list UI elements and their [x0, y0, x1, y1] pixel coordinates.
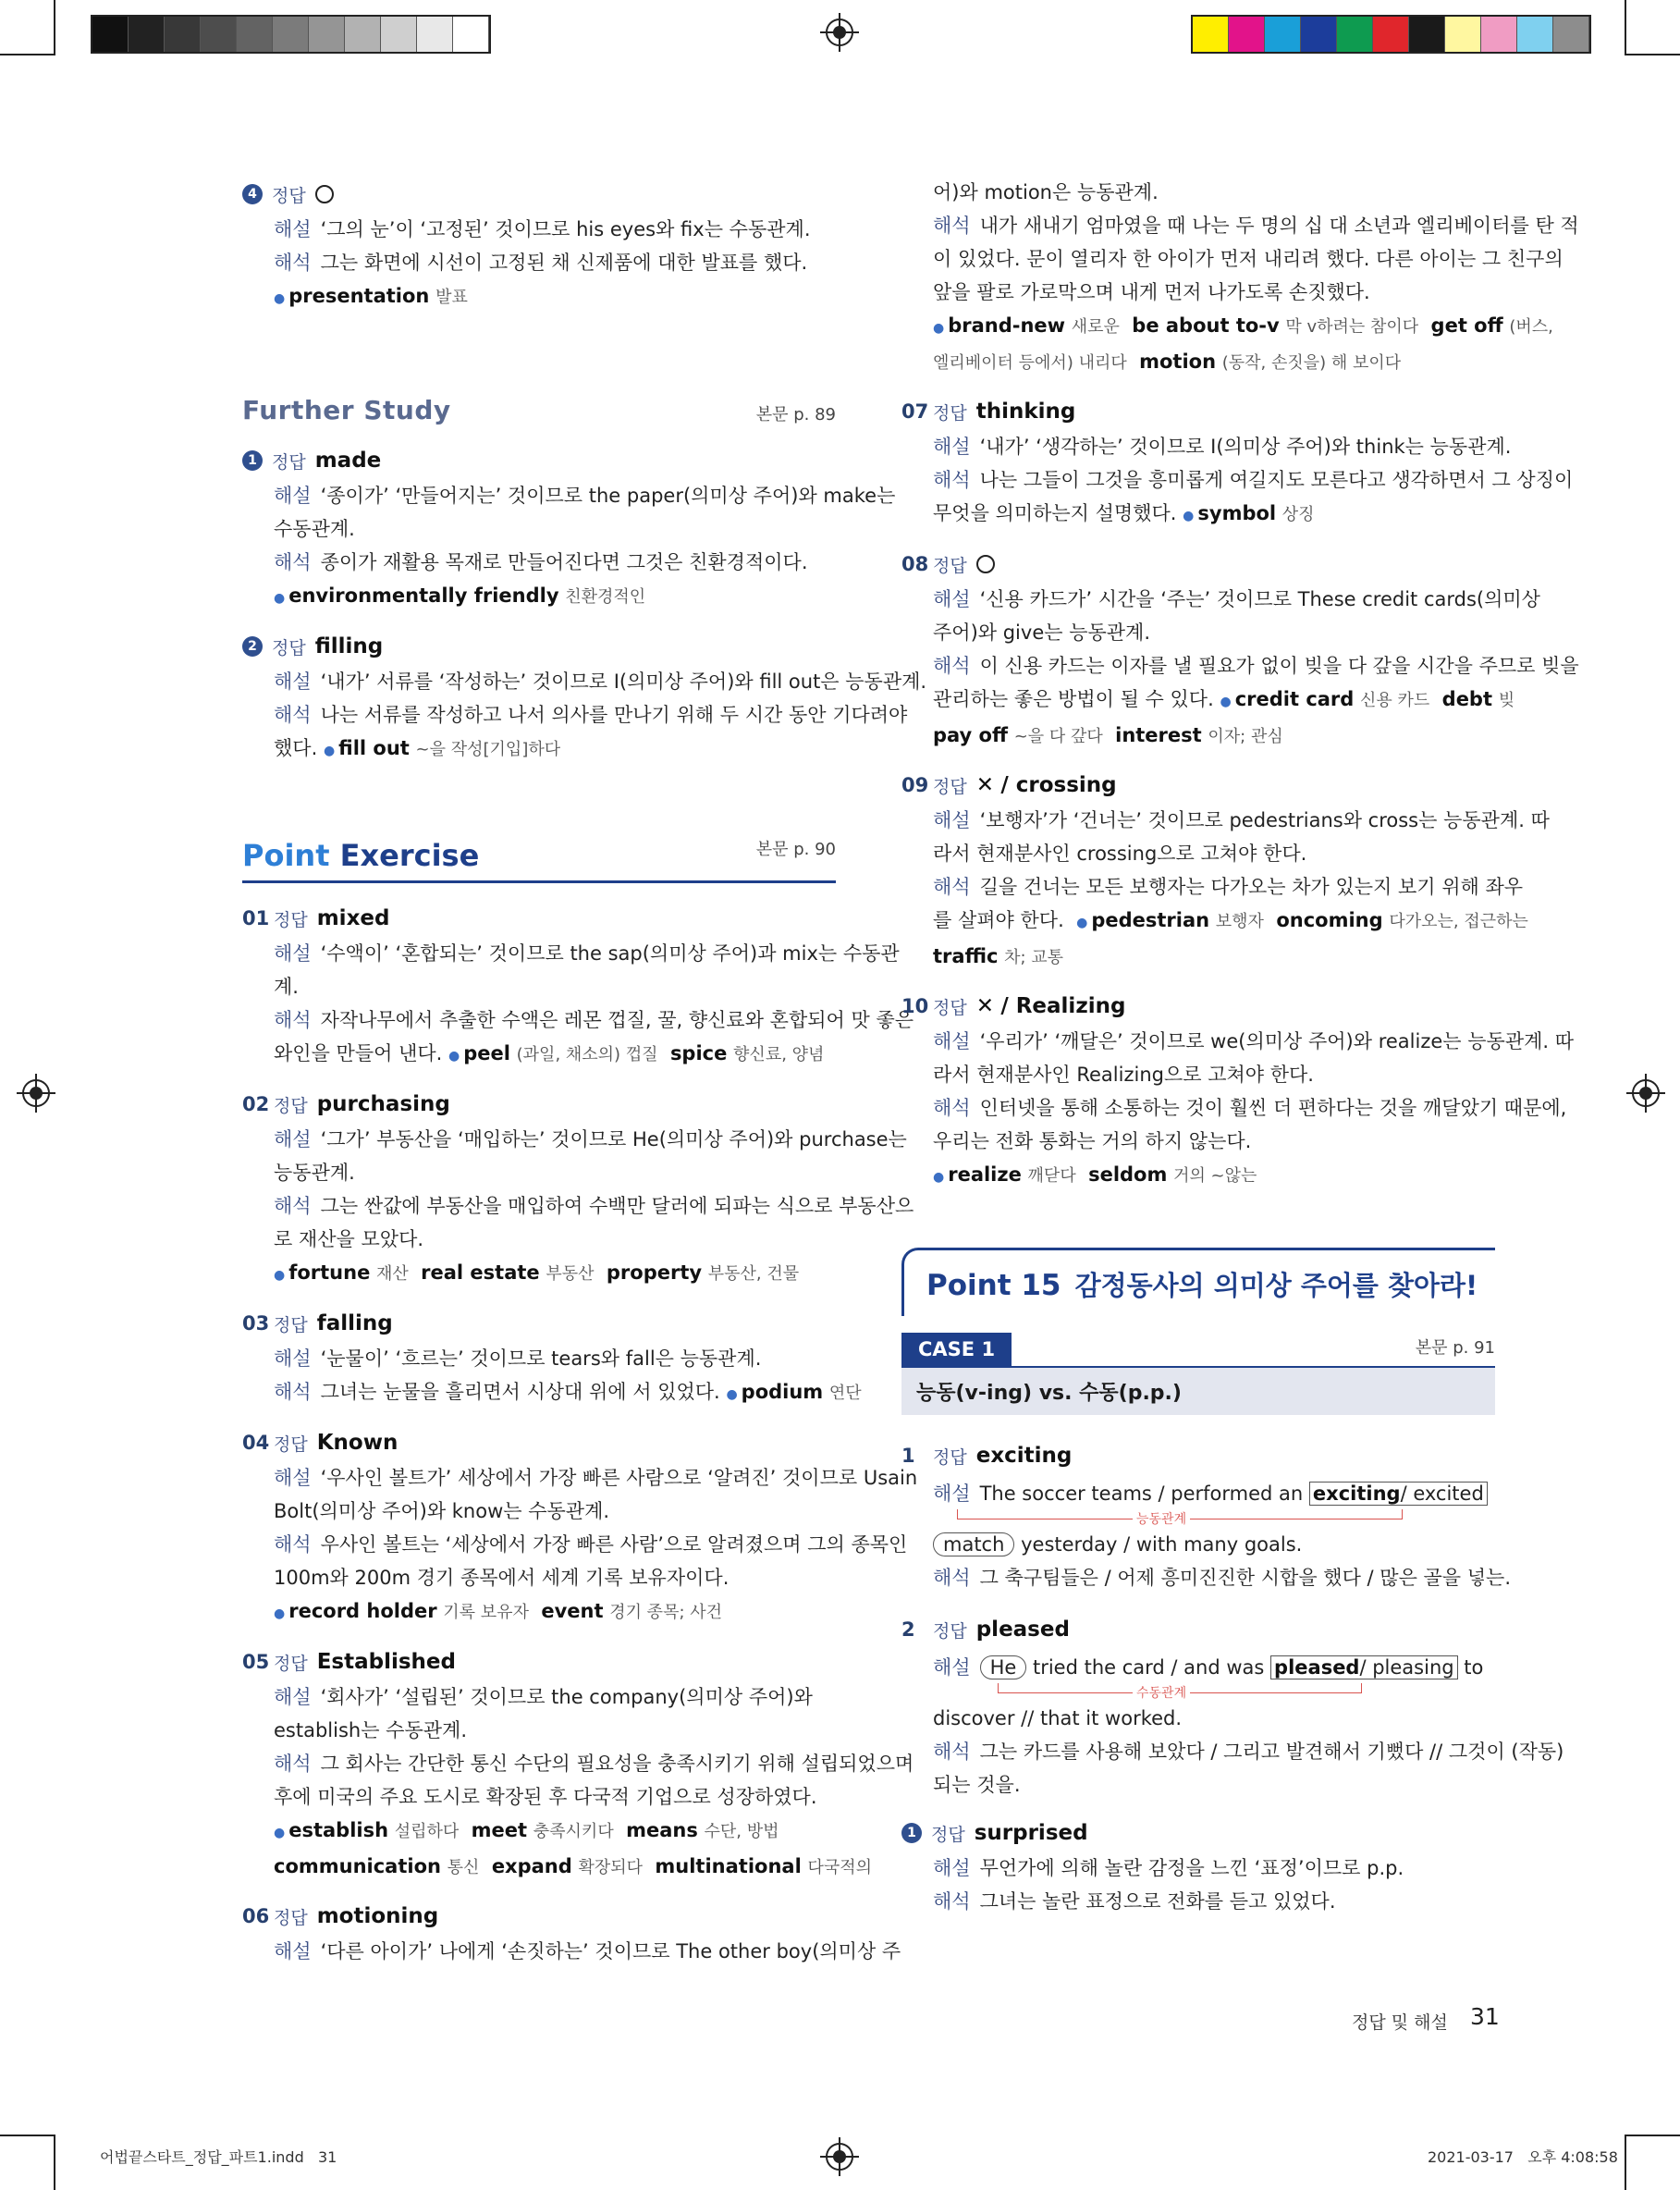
vocab-word: means: [626, 1819, 698, 1841]
color-swatch: [1265, 17, 1301, 52]
further-study-header: [242, 395, 836, 425]
bullet-icon: ●: [274, 1826, 286, 1840]
explain-text: 계.: [274, 976, 299, 998]
explain-text: ‘우리가’ ‘깨달은’ 것이므로 we(의미상 주어)와 realize는 능동관계. 따: [979, 1030, 1575, 1052]
vocab-meaning: 확장되다: [578, 1858, 644, 1877]
translate-text: 이 신용 카드는 이자를 낼 필요가 없이 빚을 다 갚을 시간을 주므로 빚을: [979, 655, 1579, 677]
answer-label: 정답: [274, 1907, 308, 1928]
explain-text: ‘회사가’ ‘설립된’ 것이므로 the company(의미상 주어)와: [320, 1686, 813, 1708]
translate-text: 100m와 200m 경기 종목에서 세계 기록 보유자이다.: [274, 1567, 730, 1589]
bullet-icon: ●: [274, 1606, 286, 1621]
explain-label: 해설: [933, 588, 971, 610]
translate-text: 했다.: [274, 737, 318, 759]
explain-text: ‘신용 카드가’ 시간을 ‘주는’ 것이므로 These credit cards(의미상: [979, 588, 1540, 610]
vocab-meaning: 거의 ~않는: [1173, 1166, 1257, 1186]
noun-word: He: [980, 1655, 1027, 1679]
answer-item: [901, 1815, 1495, 1918]
vocab-meaning: 신용 카드: [1360, 691, 1430, 710]
right-column: [901, 176, 1579, 1918]
section-title: Further Study: [242, 395, 451, 425]
answer-label: 정답: [272, 637, 306, 658]
vocab-meaning: 통신: [447, 1858, 480, 1877]
color-swatch: [453, 17, 489, 52]
answer-item-continued: [901, 176, 1579, 380]
example-item: [901, 1437, 1512, 1594]
crop-mark: [1625, 2135, 1626, 2190]
translate-label: 해석: [274, 252, 312, 274]
vocab-word: fill out: [338, 737, 410, 759]
answer-value: exciting: [975, 1444, 1073, 1468]
translate-label: 해석: [933, 1567, 971, 1589]
explain-label: 해설: [933, 1030, 971, 1052]
answer-value: made: [314, 449, 382, 473]
crop-mark: [0, 2135, 55, 2136]
answer-value: pleased: [975, 1618, 1070, 1642]
vocab-word: get off: [1430, 314, 1503, 337]
bullet-icon: ●: [274, 1268, 286, 1283]
bullet-icon: ●: [274, 591, 286, 606]
bullet-icon: ●: [323, 744, 336, 758]
translate-text: 관리하는 좋은 방법이 될 수 있다.: [933, 688, 1214, 710]
item-number: 1: [901, 1445, 915, 1467]
color-swatch: [129, 17, 165, 52]
section-title-a: Point: [242, 838, 330, 873]
answer-value: / crossing: [1000, 773, 1117, 797]
explain-label: 해설: [274, 218, 312, 240]
crop-mark: [1625, 2135, 1680, 2136]
vocab-meaning: 이자; 관심: [1208, 727, 1283, 746]
answer-label: 정답: [931, 1824, 965, 1845]
circle-mark-icon: [976, 555, 995, 573]
explain-text: Bolt(의미상 주어)와 know는 수동관계.: [274, 1500, 610, 1522]
vocab-meaning: 상징: [1281, 505, 1315, 524]
noun-word: match: [933, 1532, 1014, 1556]
translate-label: 해석: [933, 1741, 971, 1763]
vocab-word: expand: [491, 1855, 572, 1877]
vocab-word: symbol: [1197, 502, 1277, 524]
answer-value: mixed: [316, 906, 390, 930]
explain-label: 해설: [274, 1128, 312, 1150]
vocab-word: multinational: [655, 1855, 802, 1877]
translate-text: 종이가 재활용 목재로 만들어진다면 그것은 친환경적이다.: [320, 551, 808, 573]
answer-value: motioning: [316, 1904, 439, 1928]
registration-mark-icon: [22, 1079, 50, 1107]
explain-text: 어)와 motion은 능동관계.: [933, 181, 1159, 203]
item-number: 01: [242, 907, 270, 929]
translate-text: 와인을 만들어 낸다.: [274, 1042, 443, 1064]
footer-filename: 어법끝스타트_정답_파트1.indd 31: [100, 2148, 337, 2166]
translate-label: 해석: [933, 876, 971, 898]
item-number: 02: [242, 1093, 270, 1115]
page-ref: 본문 p. 90: [755, 840, 836, 859]
explain-text: 수동관계.: [274, 518, 355, 540]
color-swatch: [1337, 17, 1373, 52]
item-number: 04: [242, 1432, 270, 1454]
point15-header: [901, 1248, 1495, 1316]
vocab-meaning: 엘리베이터 등에서) 내리다: [933, 353, 1127, 373]
vocab-meaning: 기록 보유자: [443, 1603, 529, 1622]
vocab-word: establish: [288, 1819, 389, 1841]
vocab-meaning: 수단, 방법: [704, 1822, 779, 1841]
vocab-meaning: 차; 교통: [1004, 948, 1064, 967]
item-number: 10: [901, 995, 929, 1017]
translate-label: 해석: [933, 215, 971, 237]
vocab-meaning: 다국적의: [807, 1858, 873, 1877]
answer-value: Known: [316, 1431, 399, 1455]
translate-text: 그 축구팀들은 / 어제 흥미진진한 시합을 했다 / 많은 골을 넣는.: [979, 1567, 1512, 1589]
color-swatch: [1229, 17, 1265, 52]
answer-label: 정답: [933, 997, 967, 1018]
explain-text: 주어)와 give는 능동관계.: [933, 621, 1151, 644]
explain-text: ‘그가’ 부동산을 ‘매입하는’ 것이므로 He(의미상 주어)와 purchase는: [320, 1128, 907, 1150]
vocab-meaning: 보행자: [1215, 912, 1264, 931]
vocab-meaning: 향신료, 양념: [733, 1045, 825, 1064]
vocab-word: pedestrian: [1091, 909, 1210, 931]
color-swatch: [1553, 17, 1589, 52]
bullet-icon: ●: [1220, 695, 1232, 709]
answer-label: 정답: [933, 776, 967, 797]
color-swatch: [1373, 17, 1409, 52]
vocab-meaning: 친환경적인: [565, 587, 646, 607]
explain-label: 해설: [933, 1656, 971, 1679]
translate-text: 그는 화면에 시선이 고정된 채 신제품에 대한 발표를 했다.: [320, 252, 808, 274]
item-number: 4: [242, 184, 263, 204]
vocab-word: communication: [274, 1855, 441, 1877]
sentence-text: yesterday / with many goals.: [1021, 1533, 1303, 1556]
answer-value: Established: [316, 1650, 456, 1674]
explain-text: 무언가에 의해 놀란 감정을 느낀 ‘표정’이므로 p.p.: [979, 1857, 1404, 1879]
answer-value: falling: [316, 1311, 393, 1335]
color-swatch: [1301, 17, 1337, 52]
vocab-word: presentation: [288, 285, 430, 307]
vocab-word: realize: [948, 1163, 1022, 1186]
relation-bracket: [901, 1513, 1495, 1528]
item-number: 03: [242, 1312, 270, 1335]
translate-label: 해석: [274, 1381, 312, 1403]
answer-label: 정답: [274, 1433, 308, 1455]
color-swatch: [1193, 17, 1229, 52]
vocab-meaning: 충족시키다: [533, 1822, 614, 1841]
answer-label: 정답: [274, 1653, 308, 1674]
explain-text: ‘수액이’ ‘혼합되는’ 것이므로 the sap(의미상 주어)과 mix는 수동관: [320, 942, 900, 965]
translate-text: 자작나무에서 추출한 수액은 레몬 껍질, 꿀, 향신료와 혼합되어 맛 좋은: [320, 1009, 914, 1031]
vocab-meaning: ~을 다 갚다: [1013, 727, 1103, 746]
translate-label: 해석: [274, 1009, 312, 1031]
answer-item: [242, 1898, 901, 1968]
item-number: 07: [901, 400, 929, 423]
sentence-text: The soccer teams / performed an: [979, 1483, 1304, 1505]
bullet-icon: ●: [726, 1387, 738, 1402]
explain-label: 해설: [274, 1467, 312, 1489]
crop-mark: [1625, 54, 1680, 55]
translate-label: 해석: [933, 1097, 971, 1119]
color-swatch: [1445, 17, 1481, 52]
explain-text: ‘우사인 볼트가’ 세상에서 가장 빠른 사람으로 ‘알려진’ 것이므로 Usain: [320, 1467, 918, 1489]
translate-text: 앞을 팔로 가로막으며 내게 먼저 나가도록 손짓했다.: [933, 281, 1370, 303]
answer-item: [242, 1305, 862, 1411]
bullet-icon: ●: [1183, 509, 1195, 523]
vocab-meaning: 새로운: [1071, 317, 1120, 337]
answer-item: [242, 628, 927, 768]
translate-text: 후에 미국의 주요 도시로 확장된 후 다국적 기업으로 성장하였다.: [274, 1786, 817, 1808]
item-number: 1: [901, 1823, 922, 1843]
sentence-text: discover // that it worked.: [933, 1707, 1183, 1729]
item-number: 06: [242, 1905, 270, 1927]
answer-label: 정답: [274, 1095, 308, 1116]
vocab-word: fortune: [288, 1261, 371, 1284]
translate-text: 내가 새내기 엄마였을 때 나는 두 명의 십 대 소년과 엘리베이터를 탄 적: [979, 215, 1579, 237]
answer-item: [242, 1086, 914, 1292]
translate-text: 를 살펴야 한다.: [933, 909, 1064, 931]
registration-mark-icon: [1632, 1079, 1660, 1107]
crop-mark: [1625, 0, 1626, 55]
vocab-word: meet: [471, 1819, 528, 1841]
relation-label: 수동관계: [1133, 1683, 1190, 1702]
explain-text: 라서 현재분사인 crossing으로 고쳐야 한다.: [933, 843, 1307, 865]
translate-label: 해석: [933, 469, 971, 491]
explain-text: ‘내가’ ‘생각하는’ 것이므로 I(의미상 주어)와 think는 능동관계.: [979, 436, 1512, 458]
explain-label: 해설: [933, 1857, 971, 1879]
translate-label: 해석: [933, 1890, 971, 1913]
answer-label: 정답: [274, 1314, 308, 1335]
explain-label: 해설: [274, 942, 312, 965]
explain-label: 해설: [274, 485, 312, 507]
footer-timestamp: 2021-03-17 오후 4:08:58: [1428, 2148, 1618, 2166]
bullet-icon: ●: [274, 291, 286, 306]
answer-item: [242, 1424, 918, 1630]
explain-label: 해설: [274, 671, 312, 693]
wrong-choice: / pleasing: [1359, 1656, 1454, 1679]
sentence-text: to: [1464, 1656, 1484, 1679]
bullet-icon: ●: [448, 1049, 460, 1064]
case-subtitle: 능동(v-ing) vs. 수동(p.p.): [901, 1366, 1495, 1415]
vocab-word: podium: [741, 1381, 824, 1403]
color-swatch: [417, 17, 453, 52]
translate-text: 그녀는 놀란 표정으로 전화를 듣고 있었다.: [979, 1890, 1336, 1913]
translate-text: 그녀는 눈물을 흘리면서 시상대 위에 서 있었다.: [320, 1381, 720, 1403]
vocab-word: traffic: [933, 945, 999, 967]
translate-text: 우리는 전화 통화는 거의 하지 않는다.: [933, 1130, 1252, 1152]
point-exercise-header: [242, 836, 836, 883]
translate-label: 해석: [274, 551, 312, 573]
color-swatch: [1517, 17, 1553, 52]
item-number: 09: [901, 774, 929, 796]
answer-item: [242, 176, 836, 315]
vocab-word: brand-new: [948, 314, 1066, 337]
answer-value: filling: [314, 634, 384, 658]
case-header: [901, 1333, 1495, 1366]
vocab-word: interest: [1115, 724, 1202, 746]
vocab-word: peel: [463, 1042, 510, 1064]
circle-mark-icon: [315, 185, 334, 203]
explain-text: ‘그의 눈’이 ‘고정된’ 것이므로 his eyes와 fix는 수동관계.: [320, 218, 811, 240]
vocab-word: motion: [1139, 351, 1217, 373]
item-number: 05: [242, 1651, 270, 1673]
explain-text: 능동관계.: [274, 1162, 355, 1184]
vocab-word: pay off: [933, 724, 1008, 746]
answer-item: [242, 1643, 914, 1885]
explain-label: 해설: [933, 436, 971, 458]
color-swatch: [381, 17, 417, 52]
vocab-word: be about to-v: [1132, 314, 1280, 337]
page-ref: 본문 p. 91: [1415, 1338, 1495, 1358]
translate-label: 해석: [933, 655, 971, 677]
answer-item: [242, 900, 914, 1073]
correct-choice: exciting: [1312, 1483, 1401, 1505]
translate-text: 나는 서류를 작성하고 나서 의사를 만나기 위해 두 시간 동안 기다려야: [320, 704, 908, 726]
answer-item: [901, 546, 1579, 754]
explain-text: establish는 수동관계.: [274, 1719, 467, 1741]
translate-text: 그는 카드를 사용해 보았다 / 그리고 발견해서 기뻤다 // 그것이 (작동): [979, 1741, 1564, 1763]
color-swatch: [165, 17, 201, 52]
answer-item: [901, 988, 1575, 1194]
relation-bracket: [901, 1687, 1495, 1702]
section-title-b: Exercise: [339, 838, 480, 873]
example-item: [901, 1611, 1564, 1802]
answer-value: / Realizing: [1000, 994, 1126, 1018]
translate-text: 되는 것을.: [933, 1774, 1021, 1796]
answer-label: 정답: [933, 402, 967, 424]
answer-label: 정답: [933, 1446, 967, 1468]
color-swatch: [309, 17, 345, 52]
answer-label: 정답: [933, 1620, 967, 1642]
translate-label: 해석: [274, 1753, 312, 1775]
translate-text: 인터넷을 통해 소통하는 것이 훨씬 더 편하다는 것을 깨달았기 때문에,: [979, 1097, 1567, 1119]
color-swatch: [345, 17, 381, 52]
gray-swatch-bar: [91, 15, 491, 54]
explain-text: ‘보행자’가 ‘건너는’ 것이므로 pedestrians와 cross는 능동관계. 따: [979, 809, 1550, 831]
vocab-meaning: 부동산: [546, 1264, 595, 1284]
color-swatch: [1481, 17, 1517, 52]
vocab-word: property: [606, 1261, 703, 1284]
section-title: [242, 838, 479, 873]
registration-mark-icon: [826, 18, 853, 46]
crop-mark: [0, 54, 55, 55]
vocab-word: event: [541, 1600, 604, 1622]
registration-mark-icon: [826, 2143, 853, 2171]
color-swatch-bar: [1191, 15, 1591, 54]
color-swatch: [273, 17, 309, 52]
x-mark-icon: ✕: [975, 994, 994, 1018]
translate-label: 해석: [274, 1195, 312, 1217]
vocab-meaning: 발표: [435, 288, 468, 307]
translate-text: 무엇을 의미하는지 설명했다.: [933, 502, 1177, 524]
translate-label: 해석: [274, 704, 312, 726]
vocab-meaning: 부동산, 건물: [707, 1264, 800, 1284]
bullet-icon: ●: [933, 321, 945, 336]
page-ref: 본문 p. 89: [755, 405, 836, 424]
bullet-icon: ●: [933, 1170, 945, 1185]
explain-label: 해설: [274, 1347, 312, 1370]
answer-label: 정답: [272, 451, 306, 473]
vocab-meaning: 빚: [1498, 691, 1515, 710]
color-swatch: [237, 17, 273, 52]
translate-text: 이 있었다. 문이 열리자 한 아이가 먼저 내리려 했다. 다른 아이는 그 친구의: [933, 248, 1564, 270]
vocab-word: oncoming: [1276, 909, 1383, 931]
item-number: 2: [242, 636, 263, 657]
color-swatch: [201, 17, 237, 52]
vocab-meaning: 막 v하려는 참이다: [1285, 317, 1419, 337]
answer-label: 정답: [933, 555, 967, 576]
case-badge: CASE 1: [901, 1333, 1012, 1366]
item-number: 08: [901, 553, 929, 575]
crop-mark: [54, 0, 55, 55]
explain-label: 해설: [933, 809, 971, 831]
answer-value: thinking: [975, 400, 1076, 424]
vocab-meaning: ~을 작성[기입]하다: [415, 740, 561, 759]
vocab-word: spice: [669, 1042, 728, 1064]
explain-label: 해설: [274, 1940, 312, 1962]
color-swatch: [92, 17, 129, 52]
vocab-meaning: 재산: [376, 1264, 409, 1284]
explain-text: ‘눈물이’ ‘흐르는’ 것이므로 tears와 fall은 능동관계.: [320, 1347, 762, 1370]
footer-label: 정답 및 해설: [1352, 2012, 1448, 2033]
translate-text: 그 회사는 간단한 통신 수단의 필요성을 충족시키기 위해 설립되었으며: [320, 1753, 914, 1775]
answer-label: 정답: [272, 185, 306, 206]
vocab-meaning: (버스,: [1509, 317, 1553, 337]
relation-label: 능동관계: [1133, 1509, 1190, 1528]
item-number: 1: [242, 450, 263, 471]
vocab-meaning: 경기 종목; 사건: [609, 1603, 723, 1622]
vocab-meaning: 다가오는, 접근하는: [1389, 912, 1528, 931]
vocab-word: record holder: [288, 1600, 437, 1622]
wrong-choice: / excited: [1400, 1483, 1484, 1505]
color-swatch: [1409, 17, 1445, 52]
vocab-word: credit card: [1234, 688, 1355, 710]
sentence-text: tried the card / and was: [1032, 1656, 1265, 1679]
correct-choice: pleased: [1274, 1656, 1360, 1679]
explain-text: ‘내가’ 서류를 ‘작성하는’ 것이므로 I(의미상 주어)와 fill out은 능동관계.: [320, 671, 927, 693]
vocab-meaning: 설립하다: [394, 1822, 460, 1841]
crop-mark: [54, 2135, 55, 2190]
answer-item: [901, 393, 1574, 533]
vocab-meaning: 연단: [828, 1384, 862, 1403]
vocab-word: debt: [1441, 688, 1493, 710]
vocab-meaning: (과일, 채소의) 껍질: [516, 1045, 658, 1064]
translate-text: 나는 그들이 그것을 흥미롭게 여길지도 모른다고 생각하면서 그 상징이: [979, 469, 1574, 491]
answer-label: 정답: [274, 909, 308, 930]
vocab-word: seldom: [1088, 1163, 1168, 1186]
translate-text: 그는 싼값에 부동산을 매입하여 수백만 달러에 되파는 식으로 부동산으: [320, 1195, 914, 1217]
section-title-a: Point 15: [926, 1269, 1061, 1302]
translate-text: 길을 건너는 모든 보행자는 다가오는 차가 있는지 보기 위해 좌우: [979, 876, 1524, 898]
bullet-icon: ●: [1076, 916, 1088, 930]
item-number: 2: [901, 1618, 915, 1641]
answer-value: surprised: [974, 1821, 1088, 1845]
translate-text: 로 재산을 모았다.: [274, 1228, 424, 1250]
translate-text: 우사인 볼트는 ‘세상에서 가장 빠른 사람’으로 알려졌으며 그의 종목인: [320, 1533, 908, 1556]
page-number: 31: [1470, 2003, 1500, 2030]
vocab-word: environmentally friendly: [288, 584, 559, 607]
vocab-meaning: 깨닫다: [1027, 1166, 1076, 1186]
answer-item: [901, 767, 1550, 975]
translate-label: 해석: [274, 1533, 312, 1556]
vocab-word: real estate: [421, 1261, 540, 1284]
vocab-meaning: (동작, 손짓을) 해 보이다: [1221, 353, 1402, 373]
explain-text: ‘종이가’ ‘만들어지는’ 것이므로 the paper(의미상 주어)와 make는: [320, 485, 896, 507]
answer-item: [242, 442, 896, 615]
explain-text: 라서 현재분사인 Realizing으로 고쳐야 한다.: [933, 1064, 1314, 1086]
section-title-b: 감정동사의 의미상 주어를 찾아라!: [1074, 1270, 1478, 1301]
explain-text: ‘다른 아이가’ 나에게 ‘손짓하는’ 것이므로 The other boy(의미상 주: [320, 1940, 901, 1962]
explain-label: 해설: [933, 1483, 971, 1505]
explain-label: 해설: [274, 1686, 312, 1708]
answer-value: purchasing: [316, 1092, 450, 1116]
x-mark-icon: ✕: [975, 773, 994, 797]
